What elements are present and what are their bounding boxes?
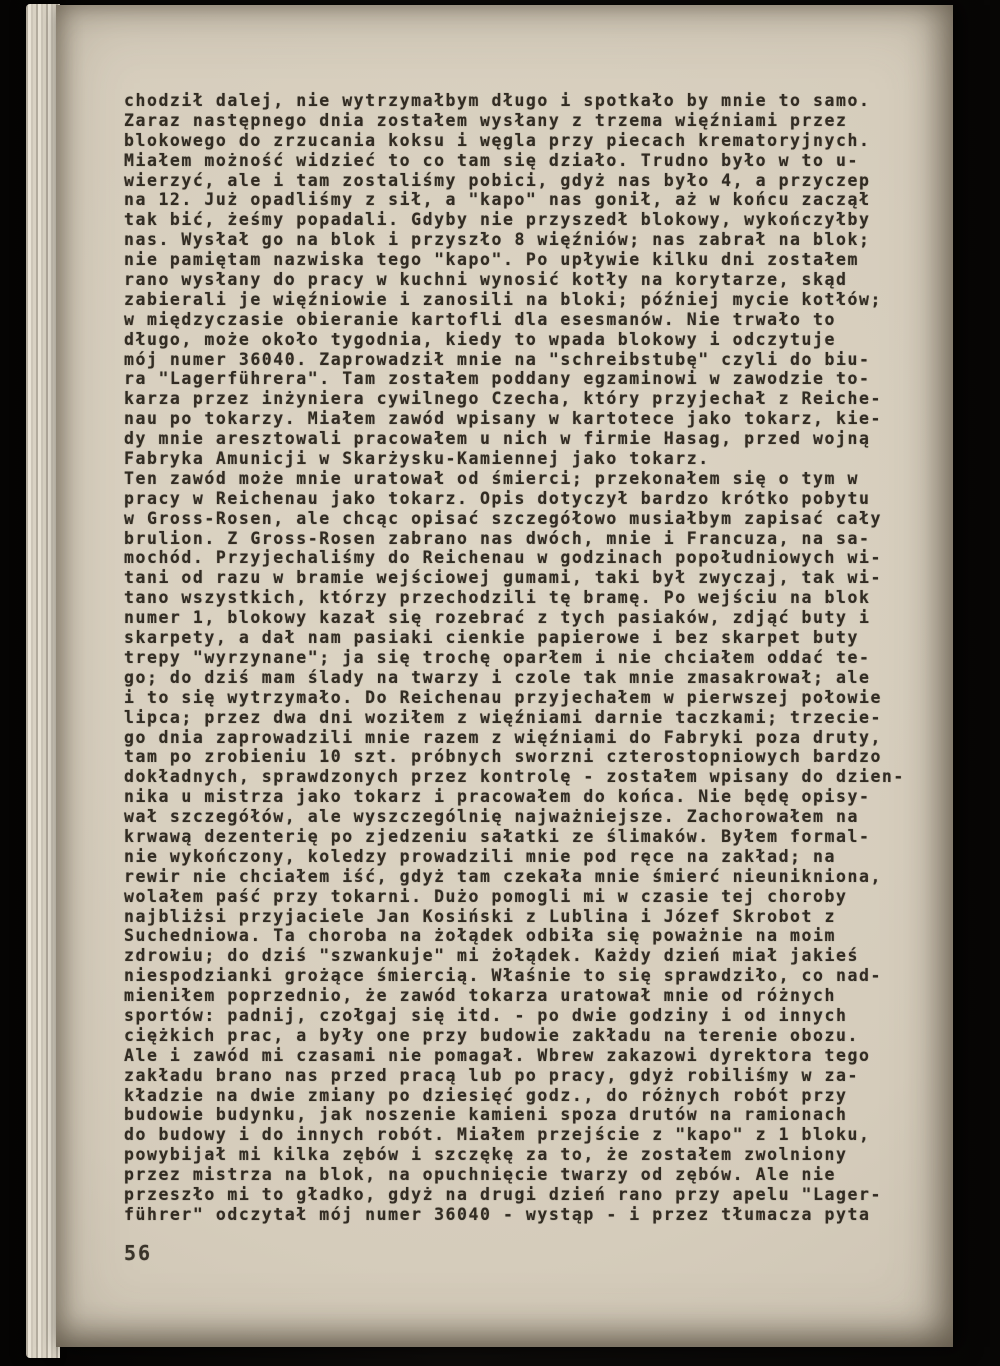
text-line: sportów: padnij, czołgaj się itd. - po dwie godziny i od innych xyxy=(124,1005,848,1025)
text-line: zabierali je więźniowie i zanosili na bloki; później mycie kotłów; xyxy=(124,289,882,309)
text-line: chodził dalej, nie wytrzymałbym długo i spotkało by mnie to samo. xyxy=(124,91,871,110)
text-line: ciężkich prac, a były one przy budowie zakładu na terenie obozu. xyxy=(124,1025,859,1045)
text-line: krwawą dezenterię po zjedzeniu sałatki ze ślimaków. Byłem formal- xyxy=(124,826,871,846)
text-line: Ale i zawód mi czasami nie pomagał. Wbrew zakazowi dyrektora tego xyxy=(124,1045,871,1065)
text-line: nau po tokarzy. Miałem zawód wpisany w kartotece jako tokarz, kie- xyxy=(124,409,882,429)
text-line: rano wysłany do pracy w kuchni wynosić kotły na korytarze, skąd xyxy=(124,270,848,290)
text-line: do budowy i do innych robót. Miałem przejście z "kapo" z 1 bloku, xyxy=(124,1125,871,1145)
page-number: 56 xyxy=(124,1241,153,1265)
text-line: tani od razu w bramie wejściowej gumami, taki był zwyczaj, tak wi- xyxy=(124,568,882,588)
text-line: nas. Wysłał go na blok i przyszło 8 więźniów; nas zabrał na blok; xyxy=(124,230,871,250)
text-line: trepy "wyrzynane"; ja się trochę oparłem i nie chciałem oddać te- xyxy=(124,647,871,667)
text-line: skarpety, a dał nam pasiaki cienkie papierowe i bez skarpet buty xyxy=(124,628,859,648)
text-line: dokładnych, sprawdzonych przez kontrolę - zostałem wpisany do dzien- xyxy=(124,767,905,787)
book-page-edges xyxy=(26,4,60,1358)
text-line: na 12. Już opadliśmy z sił, a "kapo" nas gonił, aż w końcu zaczął xyxy=(124,190,871,210)
text-line: budowie budynku, jak noszenie kamieni spoza drutów na ramionach xyxy=(124,1105,848,1125)
text-line: wierzyć, ale i tam zostaliśmy pobici, gdyż nas było 4, a przyczep xyxy=(124,170,871,190)
text-line: niespodzianki grożące śmiercią. Właśnie to się sprawdziło, co nad- xyxy=(124,966,882,986)
text-line: Zaraz następnego dnia zostałem wysłany z trzema więźniami przez xyxy=(124,110,848,130)
text-line: numer 1, blokowy kazał się rozebrać z tych pasiaków, zdjąć buty i xyxy=(124,608,871,628)
text-line: mieniłem poprzednio, że zawód tokarza uratował mnie od różnych xyxy=(124,986,836,1006)
text-line: przez mistrza na blok, na opuchnięcie twarzy od zębów. Ale nie xyxy=(124,1165,836,1185)
text-line: Miałem możność widzieć to co tam się działo. Trudno było w to u- xyxy=(124,150,859,170)
text-line: rewir nie chciałem iść, gdyż tam czekała mnie śmierć nieunikniona, xyxy=(124,866,882,886)
typewritten-text xyxy=(124,91,950,1225)
text-line: ra "Lagerführera". Tam zostałem poddany egzaminowi w zawodzie to- xyxy=(124,369,871,389)
text-line: pracy w Reichenau jako tokarz. Opis dotyczył bardzo krótko pobytu xyxy=(124,488,871,508)
text-line: zdrowiu; do dziś "szwankuje" mi żołądek. Każdy dzień miał jakieś xyxy=(124,946,859,966)
text-line: tano wszystkich, którzy przechodzili tę bramę. Po wejściu na blok xyxy=(124,588,871,608)
text-line: zakładu brano nas przed pracą lub po pracy, gdyż robiliśmy w za- xyxy=(124,1065,859,1085)
text-line: karza przez inżyniera cywilnego Czecha, który przyjechał z Reiche- xyxy=(124,389,882,409)
text-line: nie wykończony, koledzy prowadzili mnie pod ręce na zakład; na xyxy=(124,846,836,866)
text-line: najbliżsi przyjaciele Jan Kosiński z Lublina i Józef Skrobot z xyxy=(124,906,836,926)
text-line: długo, może około tygodnia, kiedy to wpada blokowy i odczytuje xyxy=(124,329,836,349)
text-line: nika u mistrza jako tokarz i pracowałem do końca. Nie będę opisy- xyxy=(124,787,871,807)
text-line: mochód. Przyjechaliśmy do Reichenau w godzinach popołudniowych wi- xyxy=(124,548,882,568)
text-line: brulion. Z Gross-Rosen zabrano nas dwóch, mnie i Francuza, na sa- xyxy=(124,528,871,548)
document-page xyxy=(56,5,953,1347)
text-line: lipca; przez dwa dni woziłem z więźniami darnie taczkami; trzecie- xyxy=(124,707,882,727)
text-line: führer" odczytał mój numer 36040 - wystąp - i przez tłumacza pyta xyxy=(124,1204,871,1224)
text-line: nie pamiętam nazwiska tego "kapo". Po upływie kilku dni zostałem xyxy=(124,250,859,270)
text-line: przeszło mi to gładko, gdyż na drugi dzień rano przy apelu "Lager- xyxy=(124,1184,882,1204)
text-line: w Gross-Rosen, ale chcąc opisać szczegółowo musiałbym zapisać cały xyxy=(124,508,882,528)
text-line: blokowego do zrzucania koksu i węgla przy piecach krematoryjnych. xyxy=(124,130,871,150)
text-line: Fabryka Amunicji w Skarżysku-Kamiennej jako tokarz. xyxy=(124,449,710,469)
text-line: Ten zawód może mnie uratował od śmierci; przekonałem się o tym w xyxy=(124,468,859,488)
text-line: dy mnie aresztowali pracowałem u nich w firmie Hasag, przed wojną xyxy=(124,429,871,449)
text-line: kładzie na dwie zmiany po dziesięć godz., do różnych robót przy xyxy=(124,1085,848,1105)
text-line: mój numer 36040. Zaprowadził mnie na "schreibstubę" czyli do biu- xyxy=(124,349,871,369)
text-line: wolałem paść przy tokarni. Dużo pomogli mi w czasie tej choroby xyxy=(124,886,848,906)
text-line: w międzyczasie obieranie kartofli dla esesmanów. Nie trwało to xyxy=(124,309,836,329)
text-line: go; do dziś mam ślady na twarzy i czole tak mnie zmasakrował; ale xyxy=(124,667,871,687)
text-line: go dnia zaprowadzili mnie razem z więźniami do Fabryki poza druty, xyxy=(124,727,882,747)
text-line: tak bić, żeśmy popadali. Gdyby nie przyszedł blokowy, wykończyłby xyxy=(124,210,871,230)
text-line: i to się wytrzymało. Do Reichenau przyjechałem w pierwszej połowie xyxy=(124,687,882,707)
text-line: powybijał mi kilka zębów i szczękę za to, że zostałem zwolniony xyxy=(124,1145,848,1165)
text-line: tam po zrobieniu 10 szt. próbnych sworzni czterostopniowych bardzo xyxy=(124,747,882,767)
text-line: Suchedniowa. Ta choroba na żołądek odbiła się poważnie na moim xyxy=(124,926,836,946)
text-line: wał szczegółów, ale wyszczególnię najważniejsze. Zachorowałem na xyxy=(124,807,859,827)
